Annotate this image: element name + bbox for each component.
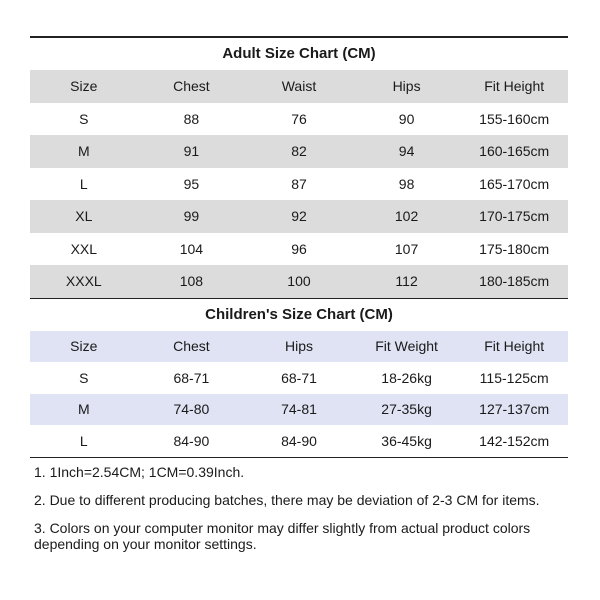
table-cell: M [30,135,138,168]
column-header: Fit Height [460,331,568,363]
note-item: 2. Due to different producing batches, there may be deviation of 2-3 CM for items. [34,491,540,508]
adult-chart-title: Adult Size Chart (CM) [222,45,376,62]
table-cell: 18-26kg [381,369,432,386]
table-cell: 104 [179,240,204,257]
table-cell: L [79,175,88,192]
table-cell: 108 [138,265,246,298]
table-cell: 112 [353,265,461,298]
notes-section [30,464,568,552]
column-header: Size [30,331,138,363]
table-cell: 160-165cm [460,135,568,168]
column-header: Chest [138,70,246,103]
table-cell: 142-152cm [479,432,550,449]
column-header: Waist [245,70,353,103]
table-cell: 87 [291,175,307,192]
table-cell: XXL [70,240,98,257]
table-cell: 84-90 [281,432,317,449]
table-cell: 175-180cm [479,240,550,257]
table-cell: 94 [353,135,461,168]
table-cell: 76 [291,110,307,127]
column-header: Size [30,70,138,103]
table-cell: 92 [245,200,353,233]
table-cell: 90 [398,110,415,127]
table-cell: 155-160cm [479,110,550,127]
table-cell: 27-35kg [353,394,461,426]
table-cell: S [79,110,89,127]
children-chart-title: Children's Size Chart (CM) [205,305,393,323]
table-cell: 170-175cm [460,200,568,233]
table-cell: S [79,369,89,386]
column-header: Hips [353,70,461,103]
table-cell: 82 [245,135,353,168]
table-cell: 100 [245,265,353,298]
table-cell: L [79,432,88,449]
table-header-row [30,70,568,103]
table-cell: 127-137cm [460,394,568,426]
column-header: Fit Weight [353,331,461,363]
table-row [30,362,568,394]
adult-size-table [30,70,568,298]
column-header: Fit Height [460,70,568,103]
table-cell: 115-125cm [479,369,549,386]
table-cell: M [30,394,138,426]
bottom-divider [30,457,568,458]
table-cell: 96 [291,240,307,257]
table-cell: 74-81 [245,394,353,426]
table-cell: 107 [394,240,419,257]
table-cell: 165-170cm [479,175,550,192]
table-row [30,200,568,233]
table-cell: 99 [138,200,246,233]
column-header: Hips [245,331,353,363]
table-row [30,233,568,266]
table-cell: XL [30,200,138,233]
table-row [30,103,568,136]
table-row [30,135,568,168]
table-cell: 84-90 [173,432,210,449]
table-cell: 180-185cm [460,265,568,298]
table-row [30,168,568,201]
table-cell: 91 [138,135,246,168]
table-cell: 88 [183,110,200,127]
children-size-table [30,331,568,457]
note-item: 3. Colors on your computer monitor may differ slightly from actual product colors depending on your monitor settings. [34,519,531,552]
table-row [30,425,568,457]
table-cell: 68-71 [281,369,317,386]
table-cell: 74-80 [138,394,246,426]
note-item: 1. 1Inch=2.54CM; 1CM=0.39Inch. [34,463,245,480]
table-cell: 95 [183,175,200,192]
table-cell: 36-45kg [381,432,432,449]
table-row [30,394,568,426]
table-cell: 68-71 [173,369,210,386]
table-cell: XXXL [30,265,138,298]
table-row [30,265,568,298]
size-chart [30,36,568,564]
table-cell: 102 [353,200,461,233]
table-header-row [30,331,568,363]
table-cell: 98 [398,175,415,192]
column-header: Chest [138,331,246,363]
